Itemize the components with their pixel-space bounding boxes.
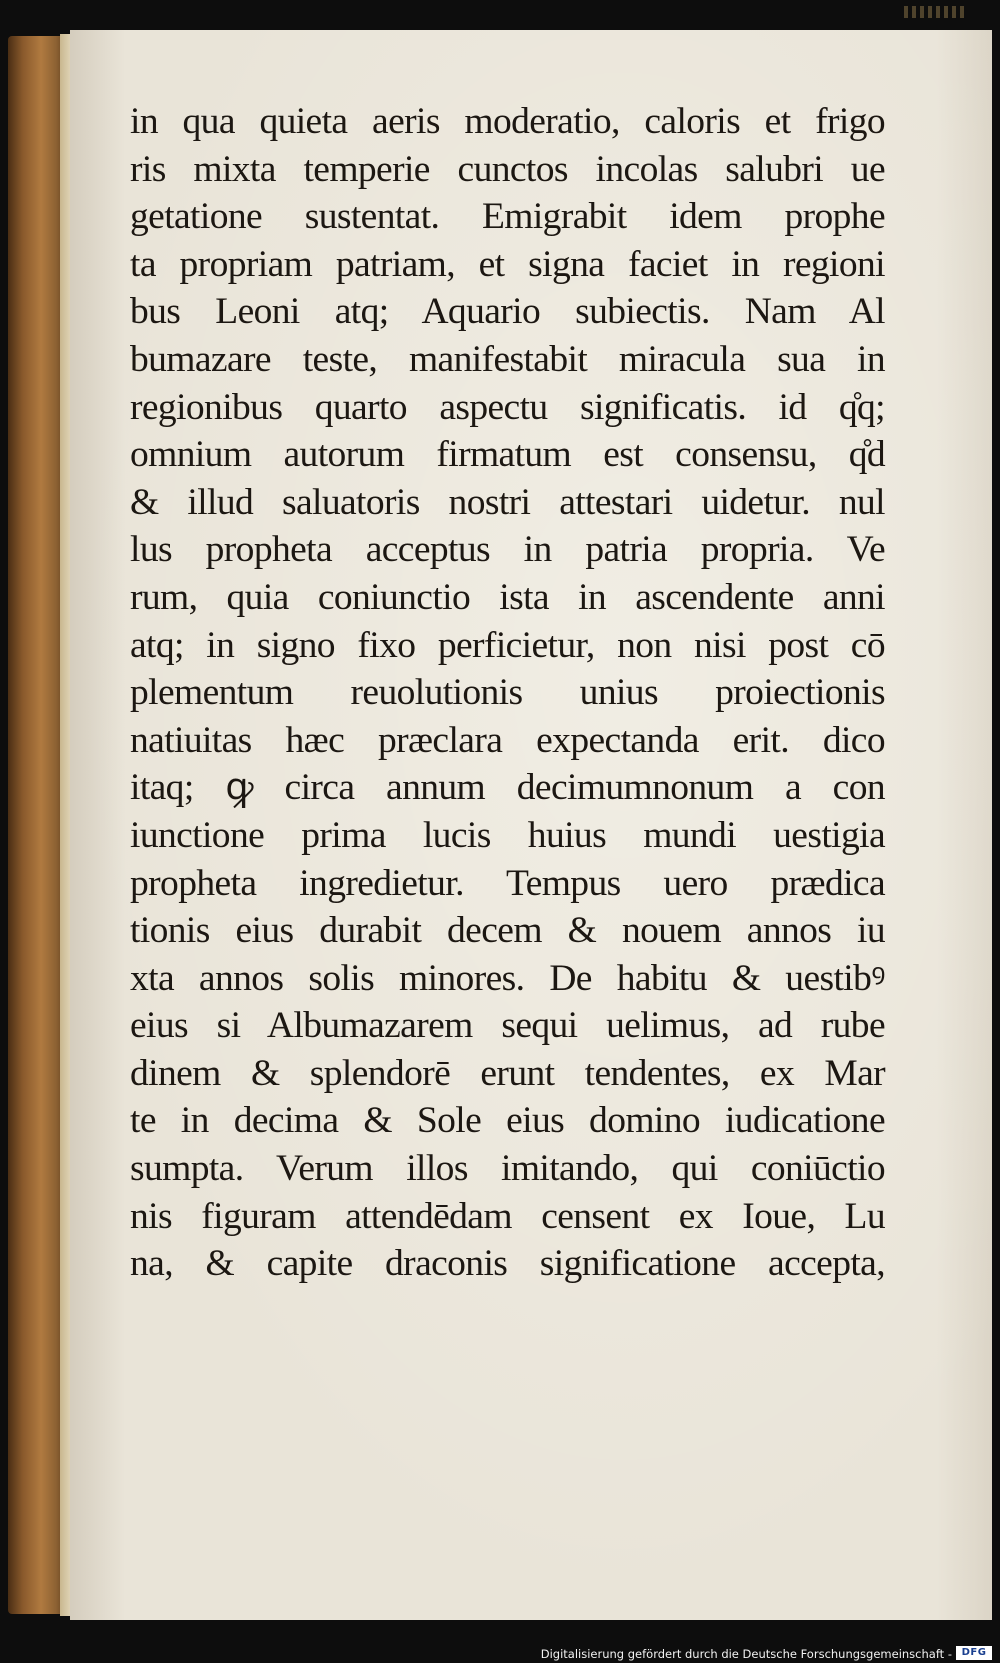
text-line: xta annos solis minores. De habitu & uestibꝰ	[130, 957, 885, 999]
text-line: natiuitas hæc præclara expectanda erit. dico	[130, 719, 885, 761]
text-line: propheta ingredietur. Tempus uero prædica	[130, 862, 885, 904]
text-line: ta propriam patriam, et signa faciet in regioni	[130, 243, 885, 285]
text-line: lus propheta acceptus in patria propria. Ve	[130, 529, 885, 571]
text-line: itaq; ꝙ circa annum decimumnonum a con	[130, 767, 885, 809]
top-edge-mark	[904, 6, 964, 18]
text-line: plementum reuolutionis unius proiectionis	[130, 672, 885, 714]
text-line: bus Leoni atq; Aquario subiectis. Nam Al	[130, 291, 885, 333]
text-line: na, & capite draconis significatione accepta,	[130, 1243, 885, 1285]
text-line: regionibus quarto aspectu significatis. id q̊q;	[130, 386, 885, 428]
text-line: dinem & splendorē erunt tendentes, ex Mar	[130, 1052, 885, 1094]
text-line: omnium autorum firmatum est consensu, q̊d	[130, 434, 885, 476]
text-line: iunctione prima lucis huius mundi uestigia	[130, 814, 885, 856]
book-binding	[8, 36, 68, 1614]
text-line: getatione sustentat. Emigrabit idem prophe	[130, 196, 885, 238]
text-line: ris mixta temperie cunctos incolas salubri ue	[130, 148, 885, 190]
text-line: eius si Albumazarem sequi uelimus, ad rube	[130, 1005, 885, 1047]
text-line: te in decima & Sole eius domino iudicatione	[130, 1100, 885, 1142]
text-line: atq; in signo fixo perficietur, non nisi post cō	[130, 624, 885, 666]
text-line: sumpta. Verum illos imitando, qui coniūctio	[130, 1148, 885, 1190]
text-line: in qua quieta aeris moderatio, caloris et frigo	[130, 101, 885, 142]
text-line: tionis eius durabit decem & nouem annos iu	[130, 910, 885, 952]
text-line: & illud saluatoris nostri attestari uidetur. nul	[130, 481, 885, 523]
text-line: bumazare teste, manifestabit miracula sua in	[130, 338, 885, 380]
body-text	[130, 98, 885, 1288]
text-line: rum, quia coniunctio ista in ascendente anni	[130, 576, 885, 618]
digitization-credit: Digitalisierung gefördert durch die Deutsche Forschungsgemeinschaft -	[540, 1647, 952, 1661]
text-line: nis figuram attendēdam censent ex Ioue, Lu	[130, 1195, 885, 1237]
dfg-logo: DFG	[956, 1646, 992, 1660]
